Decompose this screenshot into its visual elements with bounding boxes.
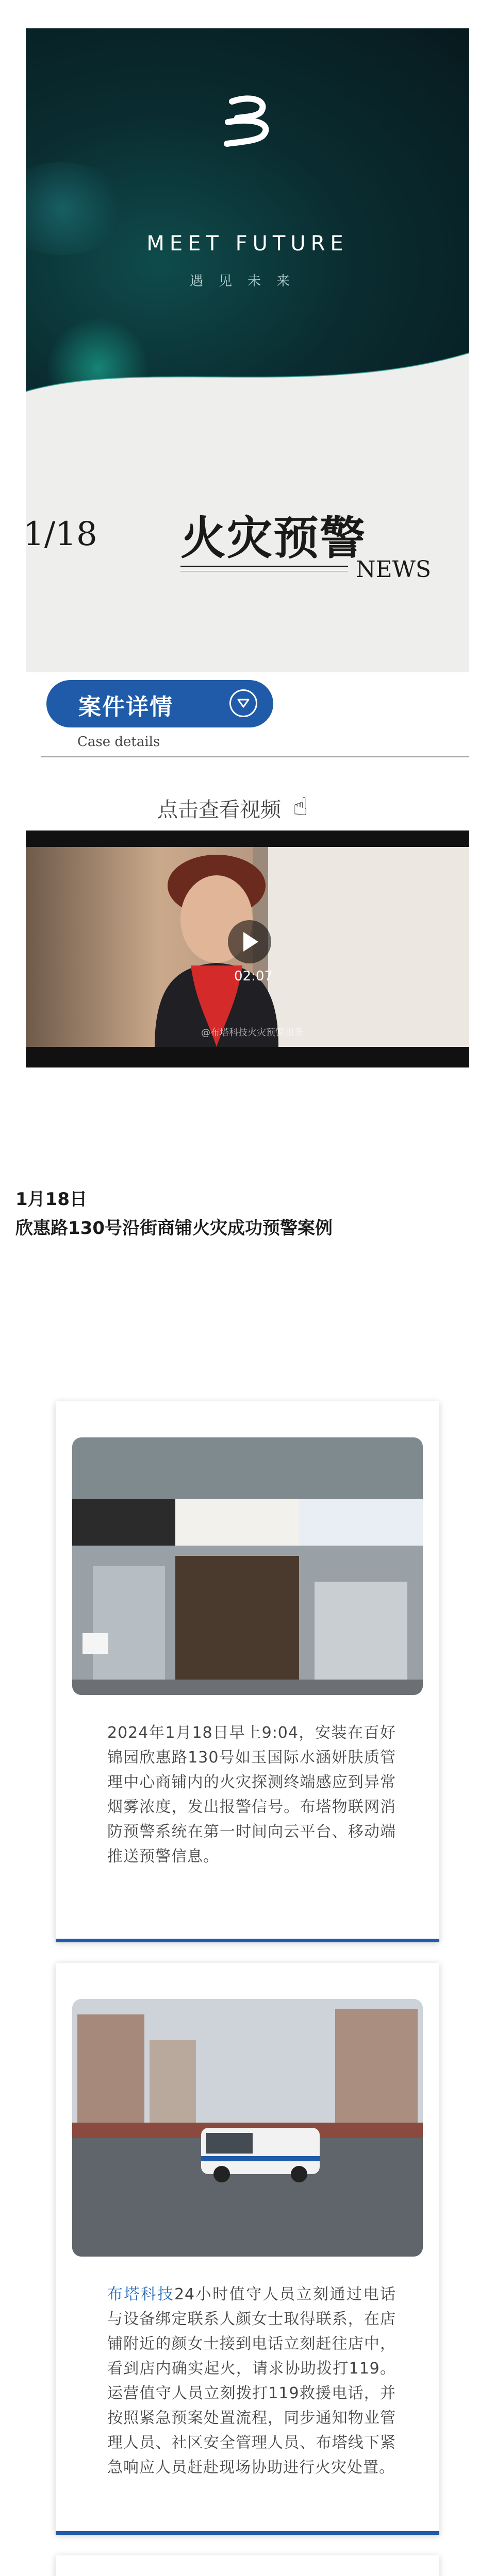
article-card xyxy=(56,1963,439,2535)
card-accent-bar xyxy=(56,1939,439,1942)
card-text: 2024年1月18日早上9:04，安装在百好锦园欣惠路130号如玉国际水涵妍肤质管理中心商铺内的火灾探测终端感应到异常烟雾浓度，发出报警信号。布塔物联网消防预警系统在第一时间向云平台、移动端推送预警信息。 xyxy=(107,1724,396,1866)
watch-video-link[interactable]: 点击查看视频 xyxy=(157,798,281,822)
card-accent-bar xyxy=(56,2531,439,2535)
video-player[interactable] xyxy=(26,831,469,1067)
case-details-subtitle: Case details xyxy=(77,734,160,750)
article-card xyxy=(56,1401,439,1942)
page-title-en: NEWS xyxy=(356,556,431,583)
divider xyxy=(41,756,469,757)
slogan-cn: 遇见未来 xyxy=(189,274,305,289)
storefront-photo xyxy=(72,1437,423,1695)
street-photo xyxy=(72,1999,423,2257)
play-button[interactable] xyxy=(228,920,271,963)
hero-image xyxy=(26,28,469,420)
video-watermark: @布塔科技火灾预警服务 xyxy=(201,1027,303,1038)
brand-logo-icon xyxy=(217,90,278,152)
pointer-hand-icon: ☝ xyxy=(293,792,308,821)
case-details-label: 案件详情 xyxy=(78,694,173,720)
play-icon xyxy=(241,930,260,953)
slogan: MEET FUTURE xyxy=(146,232,349,256)
company-link[interactable]: 布塔科技 xyxy=(107,2285,174,2303)
page-title: 火灾预警 xyxy=(180,511,367,565)
article-card xyxy=(56,2555,439,2576)
title-divider xyxy=(180,566,348,567)
card-text-body: 24小时值守人员立刻通过电话与设备绑定联系人颜女士取得联系，在店铺附近的颜女士接到电话立刻赶往店中，看到店内确实起火，请求协助拨打119。运营值守人员立刻拨打119救援电话，并按照紧急预案处置流程，同步通知物业管理人员、社区安全管理人员、布塔线下紧急响应人员赶赴现场协助进行火灾处置。 xyxy=(107,2285,396,2477)
hero-wave-decoration xyxy=(26,343,469,420)
article-date: 1月18日 xyxy=(15,1189,87,1210)
card-text xyxy=(107,2282,396,2480)
chevron-down-icon xyxy=(229,689,257,717)
article-headline: 欣惠路130号沿街商铺火灾成功预警案例 xyxy=(15,1218,333,1239)
case-details-button[interactable] xyxy=(46,680,273,727)
video-duration: 02:07 xyxy=(234,969,273,984)
issue-number: 1/18 xyxy=(23,515,97,553)
